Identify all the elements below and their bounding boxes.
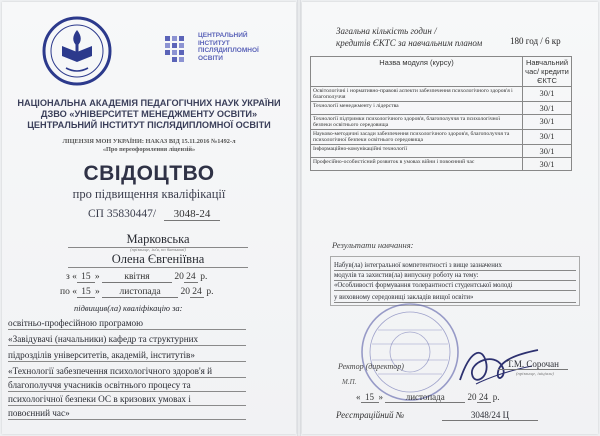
institution-stamp-icon xyxy=(358,300,462,404)
module-name-header: Назва модуля (курсу) xyxy=(311,57,523,87)
certificate-title: СВІДОЦТВО xyxy=(83,162,215,185)
rector-name-note: (прізвище, ініціали) xyxy=(516,371,554,376)
module-credits: 30/1 xyxy=(523,145,572,158)
program-line: психологічної безпеки ОС в кризових умовах і xyxy=(8,394,246,406)
table-row xyxy=(311,87,572,102)
certificate-number: 3048-24 xyxy=(164,208,220,221)
organization-name: НАЦІОНАЛЬНА АКАДЕМІЯ ПЕДАГОГІЧНИХ НАУК УКРАЇНИ ДЗВО «УНІВЕРСИТЕТ МЕНЕДЖМЕНТУ ОСВІТИ» ЦЕНТРАЛЬНИЙ ІНСТИТУТ ПІСЛЯДИПЛОМНОЇ ОСВІТИ xyxy=(17,98,281,130)
program-line: освітньо-професійною програмою xyxy=(8,318,246,330)
module-name: Інформаційно-комунікаційні технології xyxy=(311,145,523,158)
module-credits: 30/1 xyxy=(523,115,572,130)
table-header-row xyxy=(311,57,572,87)
umo-emblem-icon xyxy=(42,16,112,86)
hours-label-line2: кредитів ЄКТС за навчальним планом xyxy=(336,38,483,48)
program-line: «Технології забезпечення психологічного здоров'я й xyxy=(8,366,246,378)
module-name: Технології менеджменту і лідерства xyxy=(311,102,523,115)
program-line: «Завідувачі (начальники) кафедр та структурних xyxy=(8,334,246,346)
results-label: Результати навчання: xyxy=(332,240,414,250)
date-from: з « 15 » квітня 20 24 р. xyxy=(66,272,208,282)
cipo-logo-icon xyxy=(164,34,190,64)
certificate-right-page xyxy=(302,2,598,434)
certificate-left-page xyxy=(2,2,296,434)
module-credits: 30/1 xyxy=(523,158,572,171)
results-line: у виховному середовищі закладів вищої освіти» xyxy=(334,293,576,303)
modules-table xyxy=(310,56,572,171)
table-row xyxy=(311,130,572,145)
date-to: по « 15 » листопада 20 24 р. xyxy=(60,287,214,297)
certificate-subtitle: про підвищення кваліфікації xyxy=(72,187,226,201)
qualification-label: підвищив(ла) кваліфікацію за: xyxy=(74,303,183,313)
table-row xyxy=(311,145,572,158)
cipo-logo-text: ЦЕНТРАЛЬНИЙ ІНСТИТУТ ПІСЛЯДИПЛОМНОЇ ОСВІТИ xyxy=(198,32,259,62)
table-row xyxy=(311,158,572,171)
module-credits: 30/1 xyxy=(523,130,572,145)
module-name: Науково-методичні засади забезпечення психологічного здоров'я, благополуччя та психологічної безпеки освітнього середовища xyxy=(311,130,523,145)
program-line: благополуччя учасників освітнього процесу та xyxy=(8,380,246,392)
holder-given-names: Олена Євгеніївна xyxy=(68,252,248,268)
seal-place-label: М.П. xyxy=(342,378,357,386)
issue-date: « 15 » листопада 20 24 р. xyxy=(356,392,500,402)
license-info: ЛІЦЕНЗІЯ МОН УКРАЇНИ: НАКАЗ ВІД 15.11.2016 №1492-л «Про переоформлення ліцензій» xyxy=(62,138,236,153)
results-line: Набув(ла) інтегральної компетентності з вище зазначених xyxy=(334,261,576,271)
module-credits: 30/1 xyxy=(523,87,572,102)
program-line: підрозділів університетів, академій, інститутів» xyxy=(8,350,246,362)
module-name: Освітологічні і нормативно-правові аспекти забезпечення психологічного здоров'я і благополуччя xyxy=(311,87,523,102)
module-name: Професійно-особистісний розвиток в умовах війни і повоєнний час xyxy=(311,158,523,171)
credits-header: Навчальний час/ кредити ЄКТС xyxy=(523,57,572,87)
table-row xyxy=(311,115,572,130)
results-line: «Особливості формування толерантності студентської молоді xyxy=(334,281,576,291)
hours-value: 180 год / 6 кр xyxy=(510,36,561,46)
module-name: Технології підтримки психологічного здоров'я, благополуччя та психологічної безпеки освітнього середовища xyxy=(311,115,523,130)
page-fold xyxy=(297,0,301,436)
rector-name: Т.М. Сорочан xyxy=(498,359,568,370)
hours-label-line1: Загальна кількість годин / xyxy=(336,26,437,36)
holder-surname: Марковська xyxy=(68,232,248,248)
rector-label: Ректор (директор) xyxy=(338,362,404,371)
table-row xyxy=(311,102,572,115)
program-line: повоєнний час» xyxy=(8,408,246,420)
name-field-note: (прізвище, ім'я, по батькові) xyxy=(130,247,186,252)
registration-number: 3048/24 Ц xyxy=(442,410,538,421)
results-line: модулів та захистив(ла) випускну роботу на тему: xyxy=(334,271,576,281)
registration-number-label: Реєстраційний № xyxy=(336,410,405,420)
module-credits: 30/1 xyxy=(523,102,572,115)
certificate-series-prefix: СП 35830447/ xyxy=(88,208,157,220)
